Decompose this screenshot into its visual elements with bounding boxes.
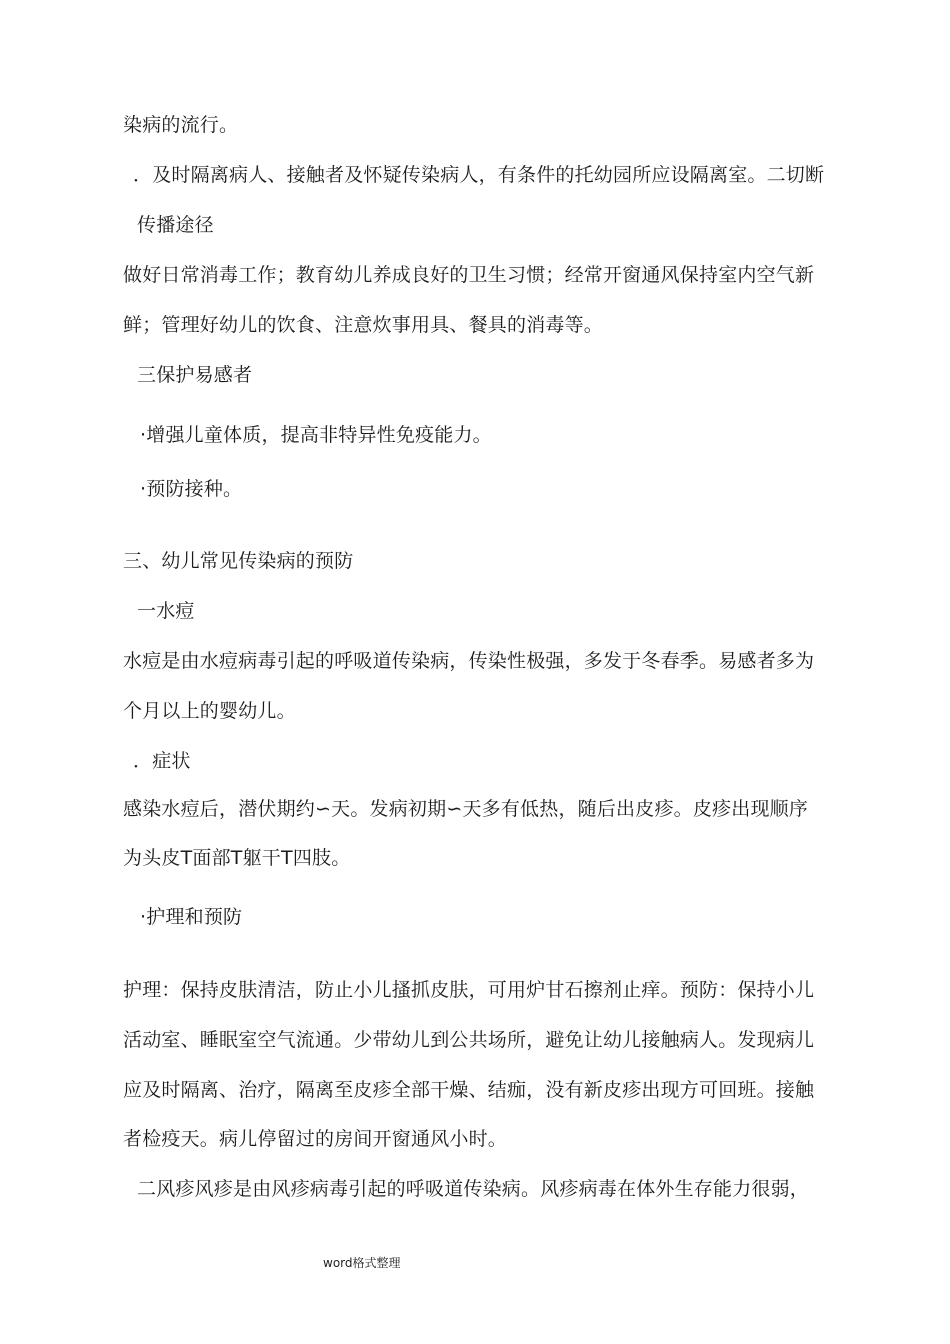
text-line: 个月以上的婴幼儿。 — [123, 700, 296, 722]
page-footer: word格式整理 — [323, 1256, 401, 1270]
text-line: 做好日常消毒工作；教育幼儿养成良好的卫生习惯；经常开窗通风保持室内空气新 — [123, 264, 815, 286]
subsection-heading: ．症状 — [133, 750, 191, 772]
text-line: ．及时隔离病人、接触者及怀疑传染病人，有条件的托幼园所应设隔离室。二切断 — [133, 164, 825, 186]
chapter-heading: 三、幼儿常见传染病的预防 — [123, 550, 354, 572]
text-line: 为头皮T面部T躯干T四肢。 — [123, 847, 351, 869]
list-item: ·预防接种。 — [140, 478, 243, 500]
text-line: 鲜；管理好幼儿的饮食、注意炊事用具、餐具的消毒等。 — [123, 314, 604, 336]
subsection-heading: ·护理和预防 — [140, 906, 243, 928]
section-heading: 传播途径 — [137, 214, 214, 236]
text-line: 水痘是由水痘病毒引起的呼吸道传染病，传染性极强，多发于冬春季。易感者多为 — [123, 650, 815, 672]
text-line: 感染水痘后，潜伏期约∽天。发病初期∽天多有低热，随后出皮疹。皮疹出现顺序 — [123, 798, 809, 820]
list-item: ·增强儿童体质，提高非特异性免疫能力。 — [140, 424, 492, 446]
text-line: 护理：保持皮肤清洁，防止小儿搔抓皮肤，可用炉甘石擦剂止痒。预防：保持小儿 — [123, 979, 815, 1001]
text-line: 染病的流行。 — [123, 114, 239, 136]
text-line: 活动室、睡眠室空气流通。少带幼儿到公共场所，避免让幼儿接触病人。发现病儿 — [123, 1029, 815, 1051]
text-line: 者检疫天。病儿停留过的房间开窗通风小时。 — [123, 1128, 508, 1150]
section-heading: 一水痘 — [137, 600, 195, 622]
section-heading: 三保护易感者 — [137, 364, 253, 386]
text-line: 二风疹风疹是由风疹病毒引起的呼吸道传染病。风疹病毒在体外生存能力很弱， — [137, 1178, 810, 1200]
text-line: 应及时隔离、治疗，隔离至皮疹全部干燥、结痂，没有新皮疹出现方可回班。接触 — [123, 1079, 815, 1101]
